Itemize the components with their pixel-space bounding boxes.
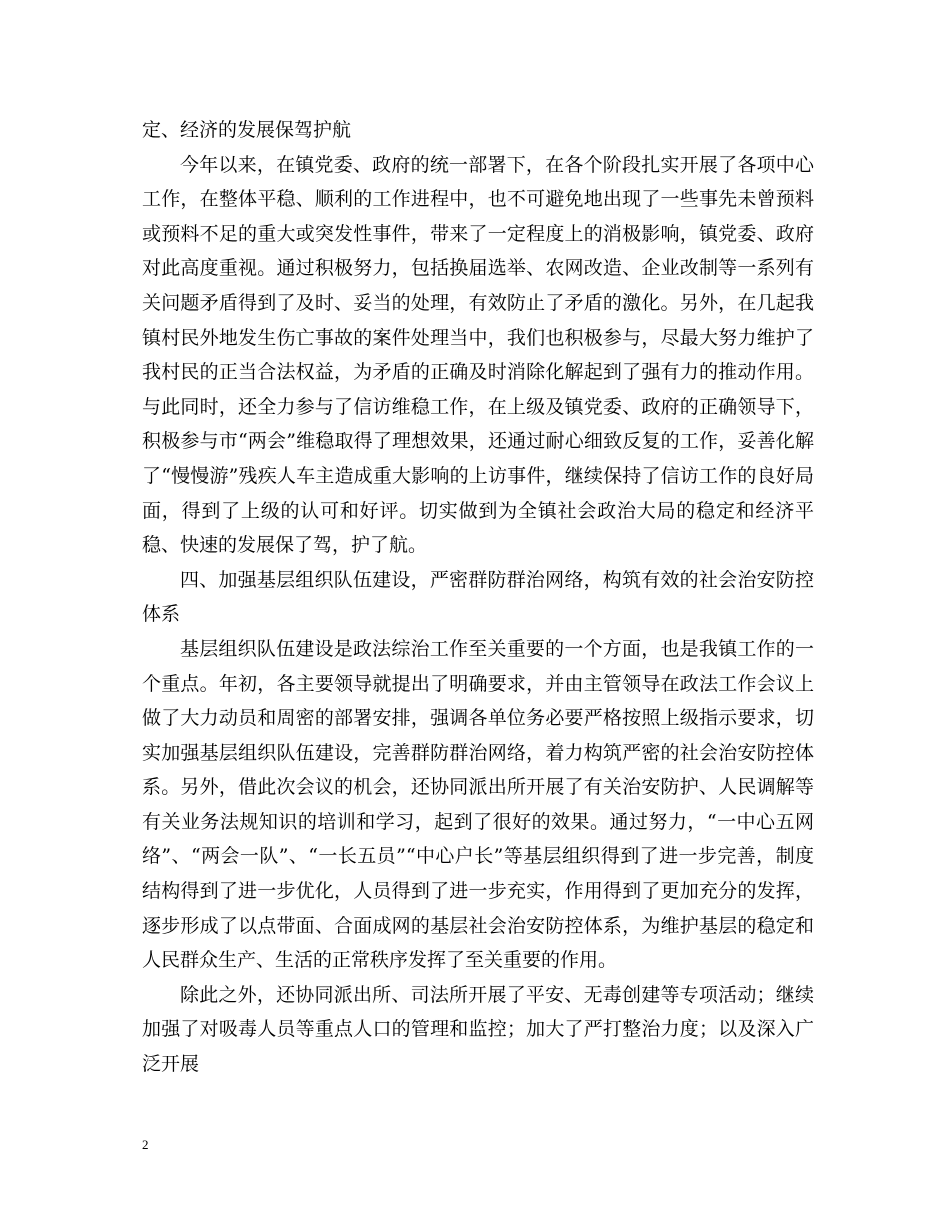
page-number: 2 <box>142 1137 149 1152</box>
paragraph-work-progress: 今年以来，在镇党委、政府的统一部署下，在各个阶段扎实开展了各项中心工作，在整体平稳、顺利的工作进程中，也不可避免地出现了一些事先未曾预料或预料不足的重大或突发性事件，带来了一定程度上的消极影响，镇党委、政府对此高度重视。通过积极努力，包括换届选举、农网改造、企业改制等一系列有关问题矛盾得到了及时、妥当的处理，有效防止了矛盾的激化。另外，在几起我镇村民外地发生伤亡事故的案件处理当中，我们也积极参与，尽最大努力维护了我村民的正当合法权益，为矛盾的正确及时消除化解起到了强有力的推动作用。与此同时，还全力参与了信访维稳工作，在上级及镇党委、政府的正确领导下，积极参与市“两会”维稳取得了理想效果，还通过耐心细致反复的工作，妥善化解了“慢慢游”残疾人车主造成重大影响的上访事件，继续保持了信访工作的良好局面，得到了上级的认可和好评。切实做到为全镇社会政治大局的稳定和经济平稳、快速的发展保了驾，护了航。 <box>142 153 814 557</box>
paragraph-special-activities: 除此之外，还协同派出所、司法所开展了平安、无毒创建等专项活动；继续加强了对吸毒人员等重点人口的管理和监控；加大了严打整治力度；以及深入广泛开展 <box>142 983 814 1076</box>
paragraph-continuation: 定、经济的发展保驾护航 <box>142 119 352 141</box>
section-heading-four: 四、加强基层组织队伍建设，严密群防群治网络，构筑有效的社会治安防控体系 <box>142 568 814 626</box>
body-text <box>142 113 814 1082</box>
paragraph-grassroots: 基层组织队伍建设是政法综治工作至关重要的一个方面，也是我镇工作的一个重点。年初，各主要领导就提出了明确要求，并由主管领导在政法工作会议上做了大力动员和周密的部署安排，强调各单位务必要严格按照上级指示要求，切实加强基层组织队伍建设，完善群防群治网络，着力构筑严密的社会治安防控体系。另外，借此次会议的机会，还协同派出所开展了有关治安防护、人民调解等有关业务法规知识的培训和学习，起到了很好的效果。通过努力，“一中心五网络”、“两会一队”、“一长五员”“中心户长”等基层组织得到了进一步完善，制度结构得到了进一步优化，人员得到了进一步充实，作用得到了更加充分的发挥，逐步形成了以点带面、合面成网的基层社会治安防控体系，为维护基层的稳定和人民群众生产、生活的正常秩序发挥了至关重要的作用。 <box>142 637 814 972</box>
